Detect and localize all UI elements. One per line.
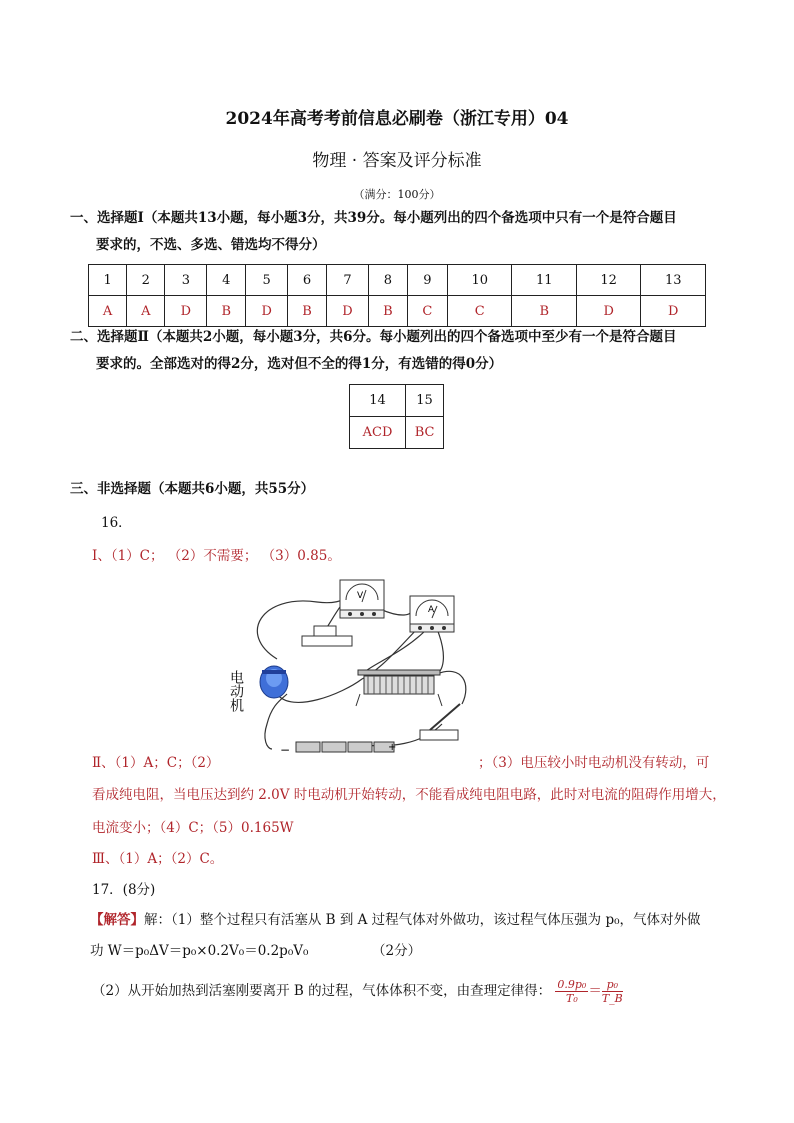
section1-numbers-cell: 2 — [127, 265, 165, 296]
q17-line2: 功 W＝p₀ΔV＝p₀×0.2V₀＝0.2p₀V₀ — [90, 943, 309, 959]
ammeter — [410, 596, 454, 632]
resistor-component — [302, 626, 352, 646]
fraction-left: $\frac{\text{0.9p₀}}{\text{T₀}}$ — [557, 978, 587, 1005]
section1-answers-cell: B — [207, 296, 246, 327]
section1-heading: 一、选择题Ⅰ（本题共13小题，每小题3分，共39分。每小题列出的四个备选项中只有一个是符合题目 要求的，不选、多选、错选均不得分） — [70, 210, 677, 253]
svg-text:电动机: 电动机 — [228, 670, 244, 712]
section1-answers-cell: D — [576, 296, 640, 327]
section1-answers-cell: B — [368, 296, 407, 327]
section3-heading: 三、非选择题（本题共6小题，共55分） — [70, 481, 315, 497]
section1-numbers-cell: 8 — [368, 265, 407, 296]
battery — [280, 742, 396, 757]
q16-label: 16． — [101, 515, 132, 531]
section1-answers-cell: B — [288, 296, 327, 327]
page-title: 2024年高考考前信息必刷卷（浙江专用）04 — [225, 109, 569, 129]
q17-line1: 【解答】解：（1）整个过程只有活塞从 B 到 A 过程气体对外做功，该过程气体压强为 p₀，气体对外做 — [90, 912, 701, 928]
q17-score: （2分） — [372, 943, 422, 959]
section1-numbers-cell: 10 — [448, 265, 512, 296]
svg-text:V: V — [357, 591, 364, 601]
wire — [265, 694, 287, 749]
circuit-diagram — [228, 574, 472, 760]
svg-text:+: + — [388, 742, 397, 753]
motor-icon — [260, 666, 288, 698]
q17-line3: （2）从开始加热到活塞刚要离开 B 的过程，气体体积不变，由查理定律得： $\frac{\text{0.9p₀}}{\text{T₀}}$ ＝ $\frac{\text{p₀}}{T\_B}$ — [92, 978, 623, 1005]
svg-text:−: − — [280, 743, 291, 757]
q17-label: 17．(8分) — [92, 882, 156, 898]
q16-part2-prefix: Ⅱ、（1）A；C；（2） — [92, 755, 220, 771]
page-subtitle: 物理 · 答案及评分标准 — [312, 151, 482, 171]
section2-answers-cell: ACD — [350, 417, 406, 449]
svg-text:A: A — [428, 605, 435, 615]
rheostat — [356, 670, 442, 706]
section1-numbers-cell: 11 — [512, 265, 576, 296]
voltmeter — [340, 580, 384, 618]
switch — [420, 704, 460, 740]
wire — [437, 629, 443, 674]
section1-numbers-cell: 4 — [207, 265, 246, 296]
section1-answer-table — [88, 264, 706, 327]
section1-numbers-cell: 9 — [407, 265, 447, 296]
section2-answer-table — [349, 384, 444, 449]
q16-part2-line2: 看成纯电阻，当电压达到约 2.0V 时电动机开始转动，不能看成纯电阻电路，此时对电流的阻碍作用增大， — [92, 787, 726, 803]
section1-answers-cell: C — [407, 296, 447, 327]
section1-numbers-cell: 5 — [246, 265, 288, 296]
wire — [380, 609, 410, 615]
section2-numbers-cell: 14 — [350, 385, 406, 417]
section2-answers-cell: BC — [406, 417, 444, 449]
full-score: （满分：100分） — [353, 188, 441, 201]
section1-answers-cell: A — [89, 296, 127, 327]
section1-numbers-cell: 12 — [576, 265, 640, 296]
wire — [362, 629, 427, 674]
section1-answers-cell: D — [165, 296, 207, 327]
wire — [437, 671, 466, 704]
section1-numbers-cell: 6 — [288, 265, 327, 296]
section2-numbers-cell: 15 — [406, 385, 444, 417]
section1-numbers-cell: 7 — [326, 265, 368, 296]
section1-numbers-cell: 1 — [89, 265, 127, 296]
section1-numbers-cell: 13 — [641, 265, 706, 296]
q16-part2-line3: 电流变小；（4）C；（5）0.165W — [92, 820, 294, 836]
section1-numbers-cell: 3 — [165, 265, 207, 296]
section1-answers-cell: D — [326, 296, 368, 327]
section1-answers-cell: C — [448, 296, 512, 327]
section1-answers-cell: B — [512, 296, 576, 327]
section1-answers-cell: D — [641, 296, 706, 327]
q16-part1: Ⅰ、（1）C； （2）不需要； （3）0.85。 — [92, 548, 341, 564]
q16-part3: Ⅲ、（1）A；（2）C。 — [92, 851, 224, 867]
section1-answers-cell: D — [246, 296, 288, 327]
section1-answers-cell: A — [127, 296, 165, 327]
fraction-right: $\frac{\text{p₀}}{T\_B}$ — [601, 978, 623, 1005]
q16-part2-suffix: ；（3）电压较小时电动机没有转动，可 — [478, 755, 710, 771]
section2-heading: 二、选择题Ⅱ（本题共2小题，每小题3分，共6分。每小题列出的四个备选项中至少有一个是符合题目 要求的。全部选对的得2分，选对但不全的得1分，有选错的得0分） — [70, 329, 677, 372]
